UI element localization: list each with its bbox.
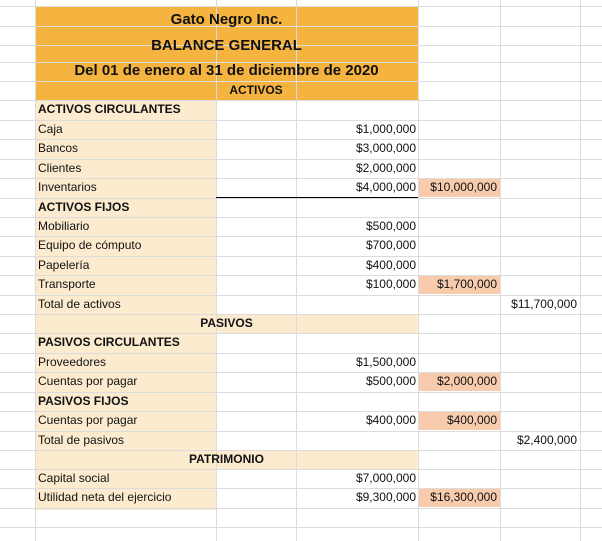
gridline-col [580,0,581,541]
value-equipo-computo: $700,000 [365,238,416,252]
value-mobiliario: $500,000 [365,219,416,233]
section-pasivos: PASIVOS [200,316,253,330]
gridline-col [418,0,419,541]
group-pasivos-fijos: PASIVOS FIJOS [38,394,129,408]
company-title: Gato Negro Inc. [170,11,283,28]
group-activos-fijos: ACTIVOS FIJOS [38,200,130,214]
total-activos: $11,700,000 [511,297,577,311]
gridline-row [0,6,602,7]
label-total-pasivos: Total de pasivos [38,433,125,447]
label-total-activos: Total de activos [38,297,121,311]
group-pasivos-circulantes: PASIVOS CIRCULANTES [38,335,180,349]
value-bancos: $3,000,000 [355,141,416,155]
value-cuentas-por-pagar-circ: $500,000 [365,374,416,388]
label-equipo-computo: Equipo de cómputo [38,238,142,252]
value-transporte: $100,000 [365,277,416,291]
value-inventarios: $4,000,000 [355,180,416,194]
label-utilidad-neta: Utilidad neta del ejercicio [38,490,172,504]
section-patrimonio: PATRIMONIO [189,452,264,466]
value-proveedores: $1,500,000 [355,355,416,369]
subtotal-pasivos-circulantes: $2,000,000 [436,374,497,388]
label-bancos: Bancos [38,141,79,155]
value-clientes: $2,000,000 [355,161,416,175]
label-caja: Caja [38,122,63,136]
label-papeleria: Papelería [38,258,90,272]
label-cuentas-por-pagar-circ: Cuentas por pagar [38,374,138,388]
subtotal-patrimonio: $16,300,000 [430,490,497,504]
statement-title: BALANCE GENERAL [151,37,302,54]
label-mobiliario: Mobiliario [38,219,90,233]
gridline-row [0,508,602,509]
subtotal-activos-circulantes: $10,000,000 [430,180,497,194]
subtotal-pasivos-fijos: $400,000 [446,413,497,427]
subtotal-underline [216,197,418,198]
period-title: Del 01 de enero al 31 de diciembre de 2020 [74,62,379,79]
group-activos-circulantes: ACTIVOS CIRCULANTES [38,102,181,116]
value-utilidad-neta: $9,300,000 [355,490,416,504]
value-papeleria: $400,000 [365,258,416,272]
label-clientes: Clientes [38,161,82,175]
value-caja: $1,000,000 [355,122,416,136]
gridline-col [500,0,501,541]
total-pasivos: $2,400,000 [516,433,577,447]
label-capital-social: Capital social [38,471,110,485]
subtotal-activos-fijos: $1,700,000 [436,277,497,291]
label-proveedores: Proveedores [38,355,107,369]
gridline-row [0,527,602,528]
label-inventarios: Inventarios [38,180,97,194]
value-cuentas-por-pagar-fijo: $400,000 [365,413,416,427]
value-capital-social: $7,000,000 [355,471,416,485]
label-cuentas-por-pagar-fijo: Cuentas por pagar [38,413,138,427]
gridline-row [0,81,602,82]
label-transporte: Transporte [38,277,96,291]
section-activos: ACTIVOS [229,83,283,97]
